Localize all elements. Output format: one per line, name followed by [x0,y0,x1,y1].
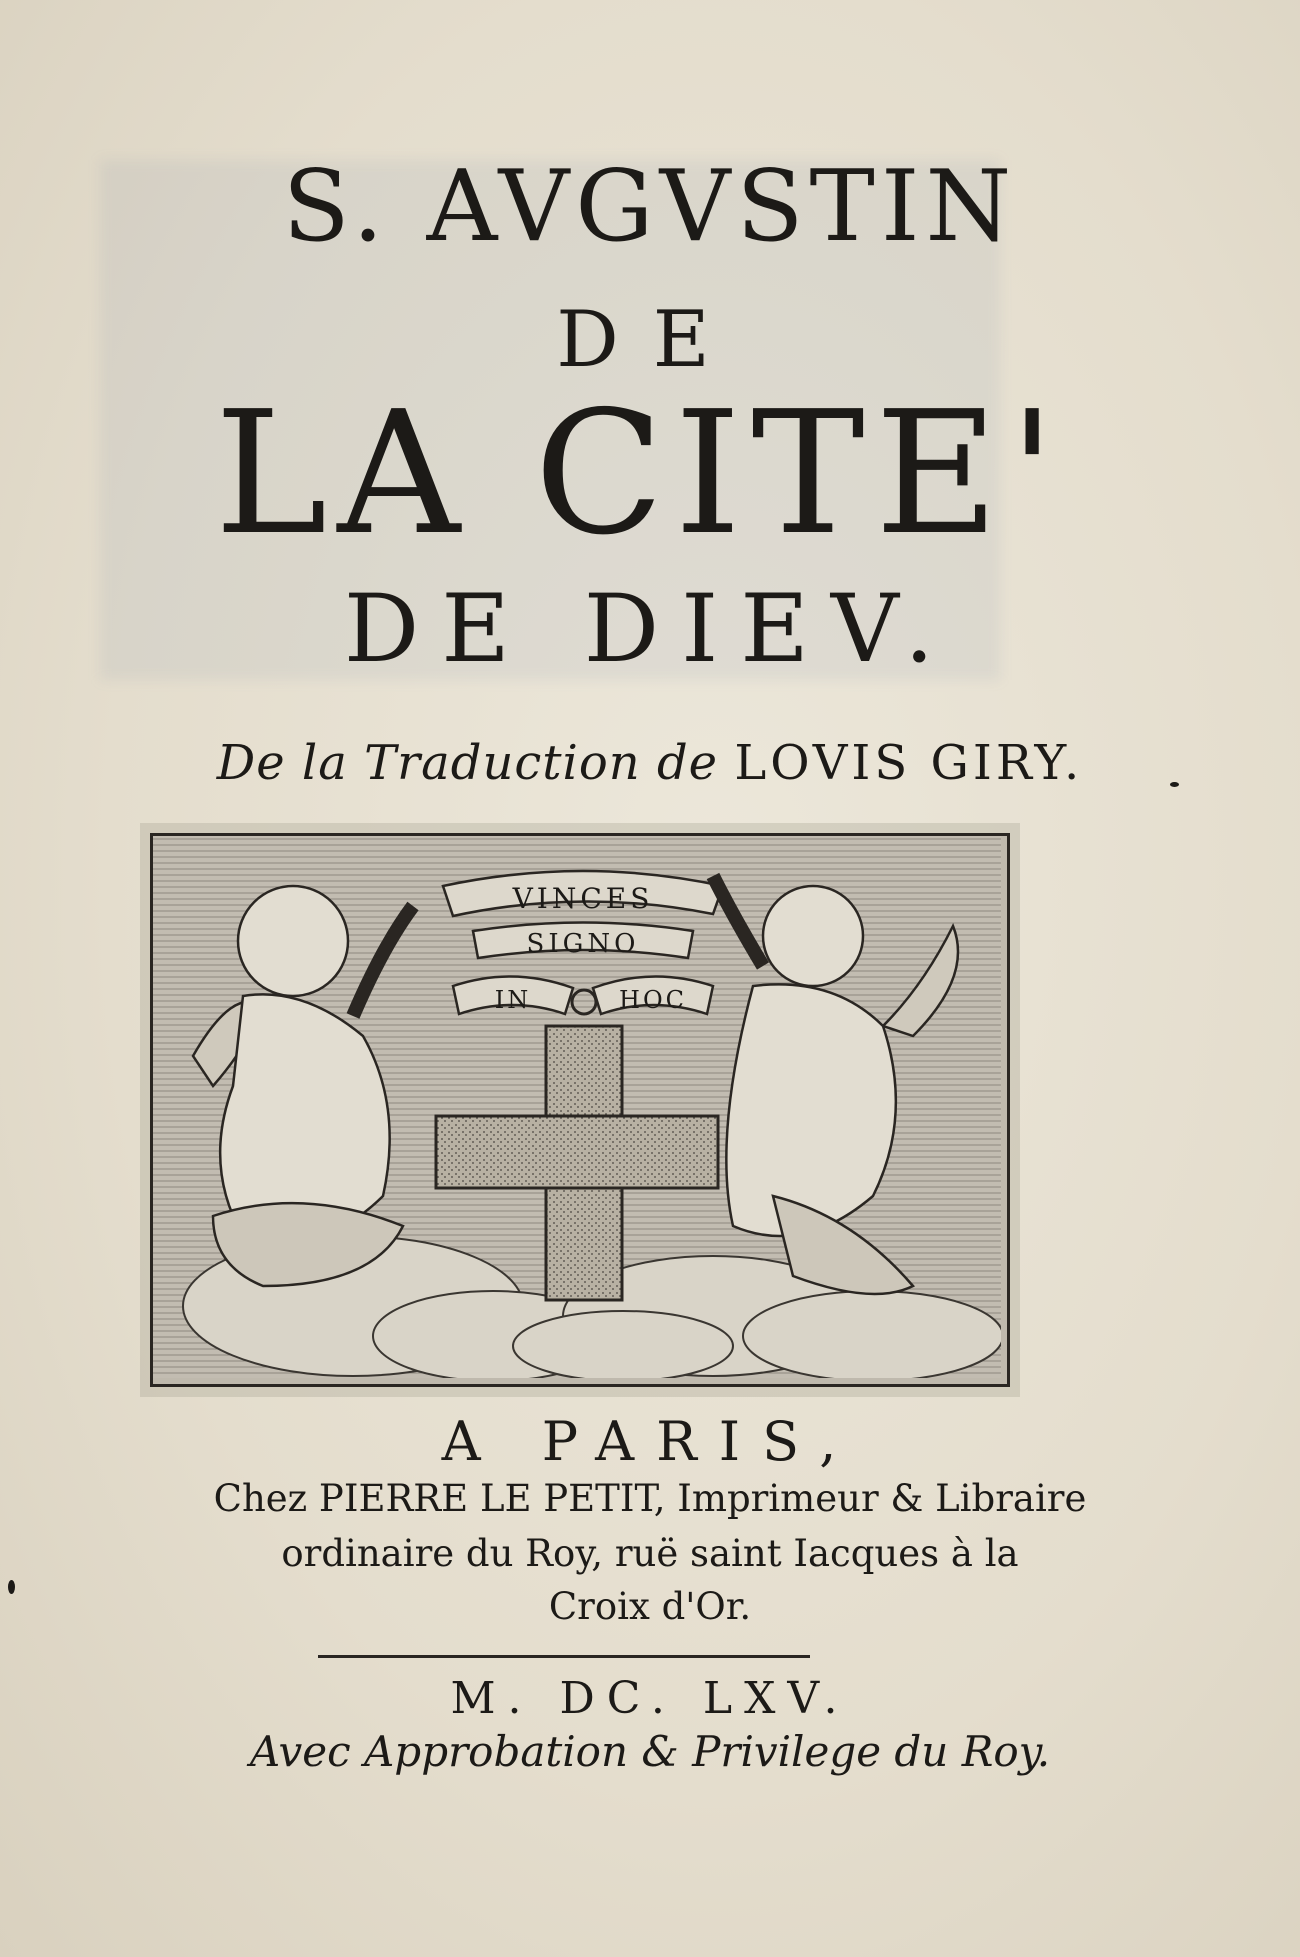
title-line-la-cite: LA CITE' [214,375,1066,573]
title-line-author: S. AVGVSTIN [282,150,1018,264]
banner-text-hoc: HOC [619,986,687,1014]
translation-prefix: De la Traduction de [216,735,719,791]
imprint-sign-line: Croix d'Or. [548,1585,752,1628]
ink-speck [1170,782,1179,787]
banner-text-in: IN [494,986,532,1014]
publication-year: M. DC. LXV. [450,1673,850,1724]
imprint-place: A PARIS, [441,1410,859,1473]
ink-speck [8,1580,15,1594]
imprint-printer-line: Chez PIERRE LE PETIT, Imprimeur & Libraire [213,1477,1087,1520]
privilege-line: Avec Approbation & Privilege du Roy. [249,1727,1051,1776]
translator-name: LOVIS GIRY. [734,735,1084,791]
banner-text-signo: SIGNO [526,929,640,959]
title-line-de: DE [556,295,744,385]
cherubs-cross-illustration [153,836,1001,1378]
engraving-vignette [150,833,1010,1387]
banner-text-vinces: VINCES [512,882,654,915]
divider-rule [318,1655,810,1658]
title-line-de-dieu: DE DIEV. [343,575,957,684]
translation-line [0,735,1300,791]
imprint-address-line: ordinaire du Roy, ruë saint Iacques à la [281,1532,1019,1575]
